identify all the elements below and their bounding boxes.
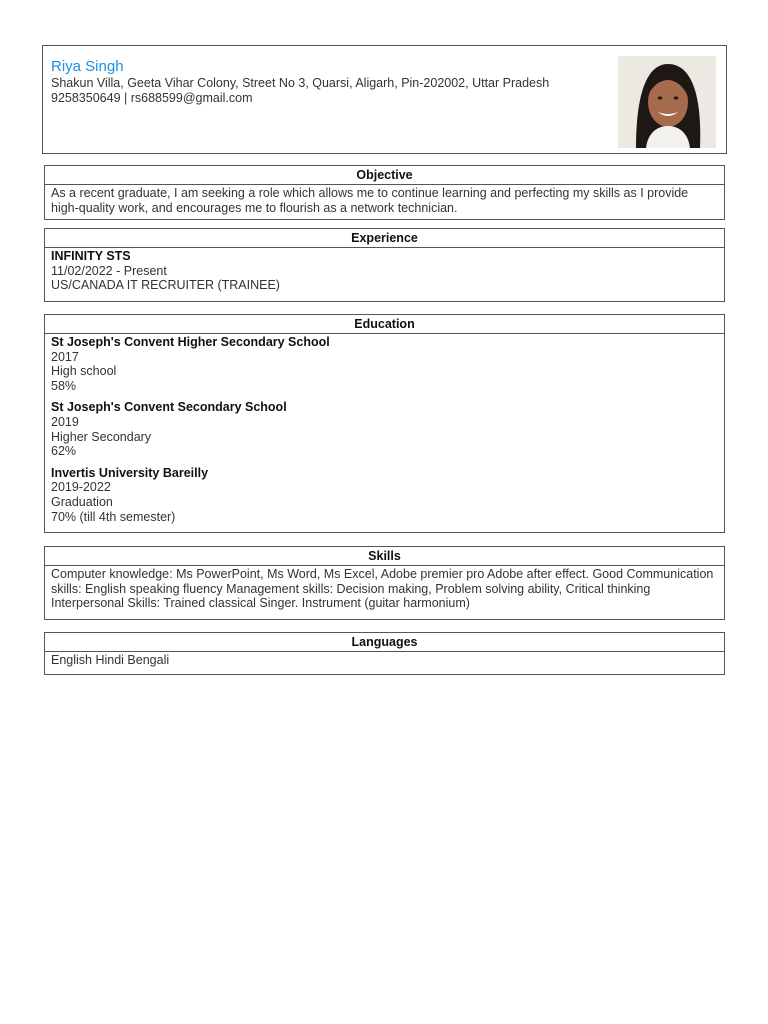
education-score: 58% xyxy=(51,378,77,393)
education-score: 70% (till 4th semester) xyxy=(51,509,176,524)
school-name: Invertis University Bareilly xyxy=(51,465,209,480)
languages-section xyxy=(44,632,725,675)
contact-info: 9258350649 | rs688599@gmail.com xyxy=(51,91,253,105)
education-level: High school xyxy=(51,364,117,379)
address: Shakun Villa, Geeta Vihar Colony, Street No 3, Quarsi, Aligarh, Pin-202002, Uttar Pradesh xyxy=(51,76,550,90)
section-title: Objective xyxy=(45,166,724,185)
section-title: Languages xyxy=(45,633,724,652)
company-name: INFINITY STS xyxy=(51,249,131,263)
education-year: 2017 xyxy=(51,349,79,364)
education-section xyxy=(44,314,725,533)
objective-text: As a recent graduate, I am seeking a role which allows me to continue learning and perfecting my skills as I provide high-quality work, and encourages me to flourish as a network technician. xyxy=(51,186,689,215)
candidate-name: Riya Singh xyxy=(51,58,124,75)
school-name: St Joseph's Convent Secondary School xyxy=(51,400,287,415)
education-year: 2019-2022 xyxy=(51,480,111,495)
education-level: Higher Secondary xyxy=(51,429,152,444)
job-role: US/CANADA IT RECRUITER (TRAINEE) xyxy=(51,278,280,293)
education-score: 62% xyxy=(51,444,77,459)
section-title: Skills xyxy=(45,547,724,566)
education-item xyxy=(51,400,718,458)
profile-photo xyxy=(618,56,716,148)
job-dates: 11/02/2022 - Present xyxy=(51,263,167,278)
education-level: Graduation xyxy=(51,494,113,509)
education-item xyxy=(51,466,718,524)
skills-text: Computer knowledge: Ms PowerPoint, Ms Word, Ms Excel, Adobe premier pro Adobe after effect. Good Communication skills: English speaking fluency Management skills: Decision making, Problem solving ability, Critical thinking Interpersonal Skills: Trained classical Singer. Instrument (guitar harmonium) xyxy=(51,567,714,611)
profile-photo-image xyxy=(618,56,716,148)
resume-header xyxy=(42,45,727,154)
section-title: Education xyxy=(45,315,724,334)
skills-section xyxy=(44,546,725,620)
education-year: 2019 xyxy=(51,414,79,429)
languages-text: English Hindi Bengali xyxy=(51,653,170,667)
objective-section xyxy=(44,165,725,220)
experience-section xyxy=(44,228,725,302)
section-title: Experience xyxy=(45,229,724,248)
school-name: St Joseph's Convent Higher Secondary School xyxy=(51,335,330,349)
education-item xyxy=(51,335,718,393)
